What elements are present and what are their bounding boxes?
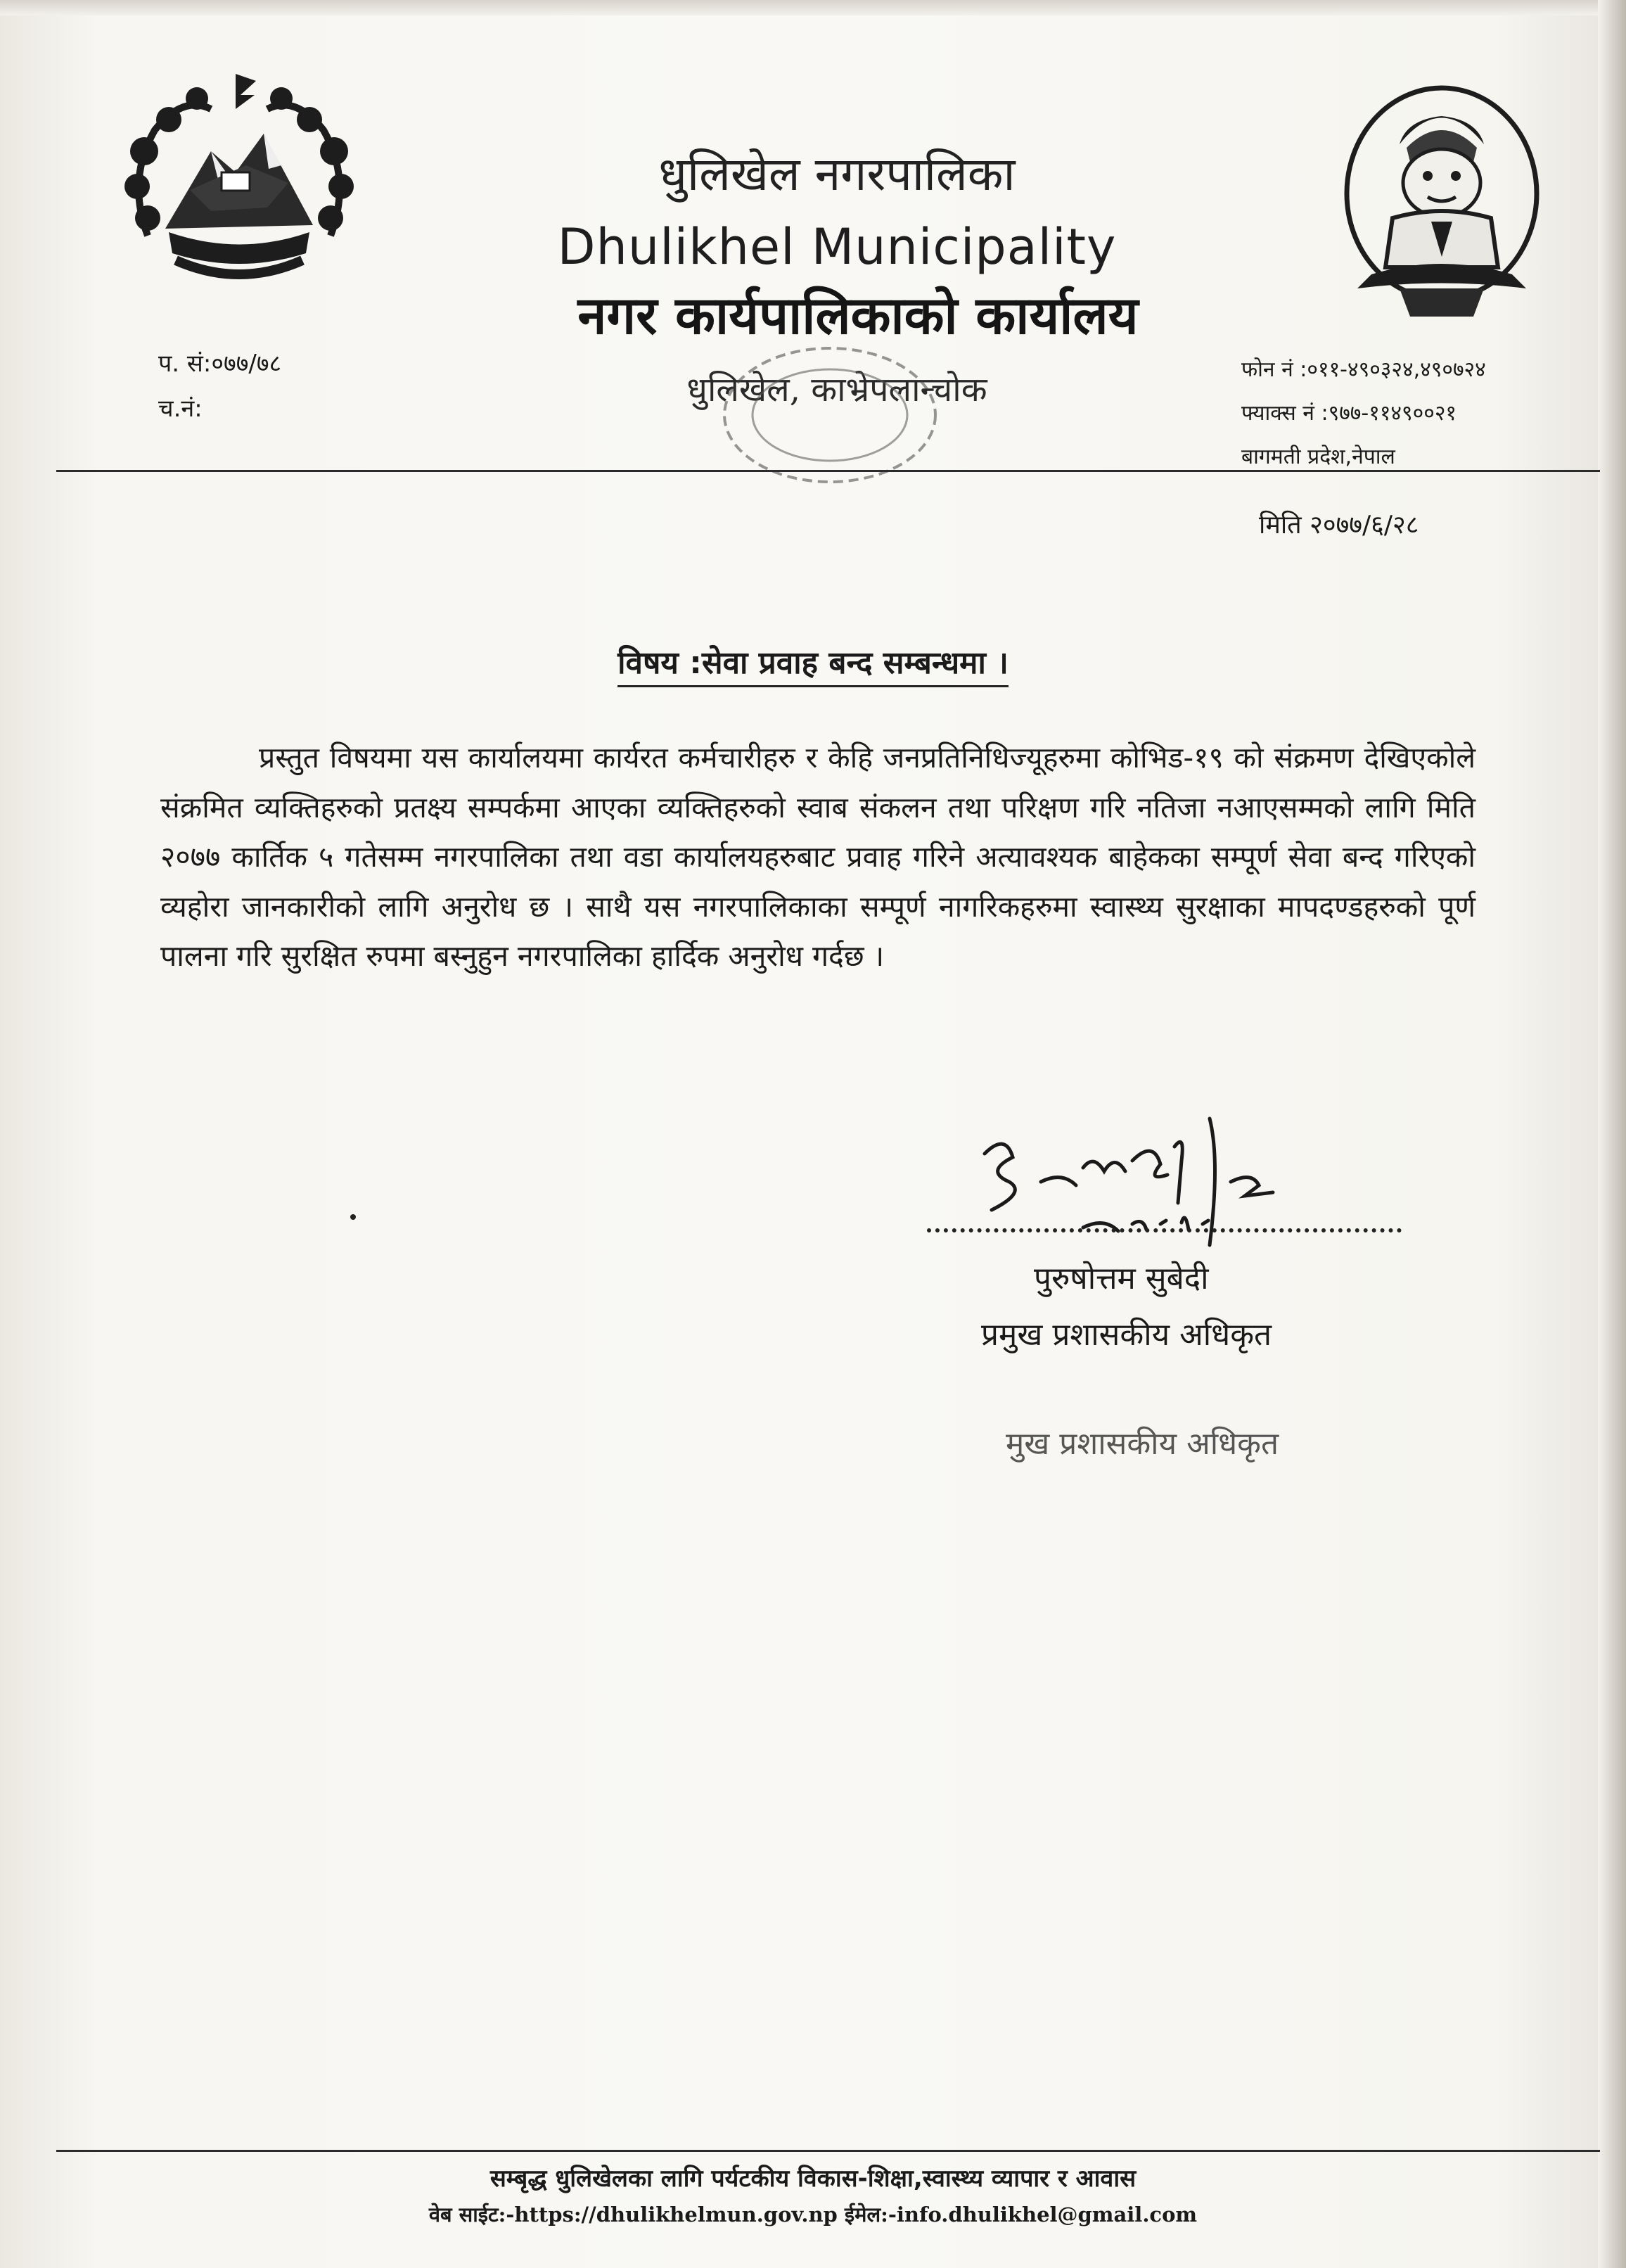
deity-emblem-icon bbox=[1315, 77, 1568, 327]
letter-body: प्रस्तुत विषयमा यस कार्यालयमा कार्यरत कर्मचारीहरु र केहि जनप्रतिनिधिज्यूहरुमा कोभिड-१९ को संक्रमण देखिएकोले संक्रमित व्यक्तिहरुको प्रतक्ष्य सम्पर्कमा आएका व्यक्तिहरुको स्वाब संकलन तथा परिक्षण गरि नतिजा नआएसम्मको लागि मिति २०७७ कार्तिक ५ गतेसम्म नगरपालिका तथा वडा कार्यालयहरुबाट प्रवाह गरिने अत्यावश्यक बाहेकका सम्पूर्ण सेवा बन्द गरिएको व्यहोरा जानकारीको लागि अनुरोध छ । साथै यस नगरपालिकाका सम्पूर्ण नागरिकहरुमा स्वास्थ्य सुरक्षाका मापदण्डहरुको पूर्ण पालना गरि सुरक्षित रुपमा बस्नुहुन नगरपालिका हार्दिक अनुरोध गर्दछ । bbox=[160, 741, 1475, 973]
footer-web-email: वेब साईट:-https://dhulikhelmun.gov.np ईमेल:-info.dhulikhel@gmail.com bbox=[428, 2203, 1198, 2226]
municipality-name-nepali: धुलिखेल नगरपालिका bbox=[658, 147, 1016, 201]
municipality-name-english: Dhulikhel Municipality bbox=[557, 218, 1117, 276]
office-stamp-icon bbox=[703, 338, 956, 492]
ps-number: प. सं:०७७/७८ bbox=[158, 350, 282, 378]
handwritten-signature bbox=[942, 1104, 1400, 1259]
paper-edge-right bbox=[1598, 0, 1626, 2268]
phone-number: फोन नं :०११-४९०३२४,४९०७२४ bbox=[1241, 357, 1486, 382]
reference-block bbox=[158, 341, 281, 431]
paper-edge-top bbox=[0, 0, 1626, 15]
signature-line bbox=[927, 1228, 1402, 1232]
footer-slogan: सम्बृद्ध धुलिखेलका लागि पर्यटकीय विकास-शिक्षा,स्वास्थ्य व्यापार र आवास bbox=[489, 2165, 1137, 2193]
letter-date: मिति २०७७/६/२८ bbox=[1259, 511, 1419, 540]
letter-subject bbox=[0, 640, 1626, 682]
header-divider bbox=[56, 470, 1600, 472]
contact-block bbox=[1241, 348, 1486, 479]
subject-text: विषय :सेवा प्रवाह बन्द सम्बन्धमा । bbox=[617, 645, 1009, 687]
office-name: नगर कार्यपालिकाको कार्यालय bbox=[577, 286, 1139, 346]
ch-number: च.नं: bbox=[158, 395, 203, 423]
office-address: धुलिखेल, काभ्रेपलान्चोक bbox=[686, 370, 987, 409]
footer-divider bbox=[56, 2150, 1600, 2152]
signatory-title: प्रमुख प्रशासकीय अधिकृत bbox=[981, 1317, 1272, 1353]
nepal-government-emblem-icon bbox=[105, 67, 373, 310]
province-address: बागमती प्रदेश,नेपाल bbox=[1241, 445, 1395, 469]
signatory-name: पुरुषोत्तम सुबेदी bbox=[1034, 1261, 1209, 1297]
fax-number: फ्याक्स नं :९७७-११४९००२१ bbox=[1241, 401, 1457, 426]
signatory-stamp: मुख प्रशासकीय अधिकृत bbox=[1006, 1426, 1279, 1462]
stray-mark bbox=[350, 1214, 356, 1220]
